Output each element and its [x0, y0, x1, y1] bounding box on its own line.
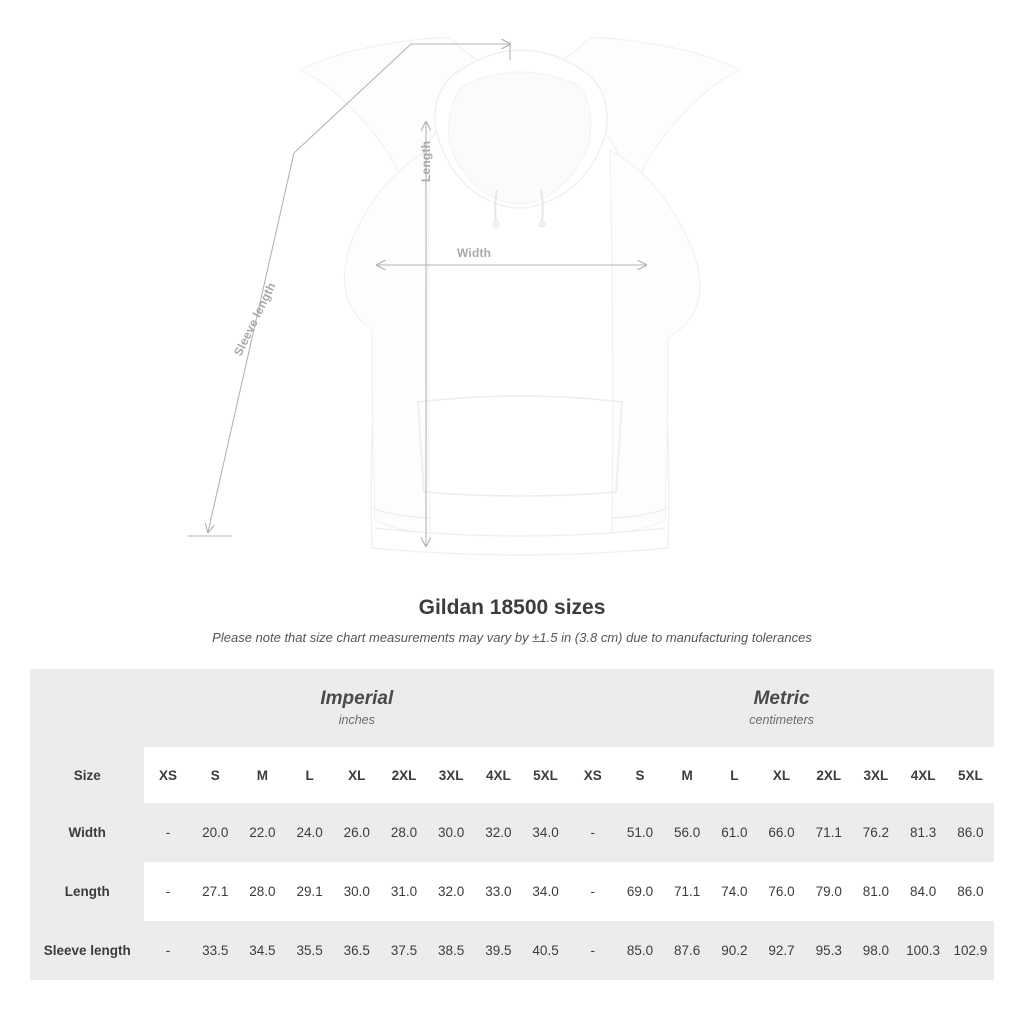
size-header-metric-s: S — [616, 747, 663, 803]
cell-width-imperial-l: 24.0 — [286, 803, 333, 862]
size-header-imperial-xl: XL — [333, 747, 380, 803]
size-header-metric-5xl: 5XL — [947, 747, 994, 803]
cell-length-metric-s: 69.0 — [616, 862, 663, 921]
size-header-metric-m: M — [664, 747, 711, 803]
size-table-container — [30, 669, 994, 980]
cell-sleeve-metric-xs: - — [569, 921, 616, 980]
table-row — [30, 921, 994, 980]
cell-width-metric-3xl: 76.2 — [852, 803, 899, 862]
cell-width-metric-xs: - — [569, 803, 616, 862]
size-header-imperial-3xl: 3XL — [428, 747, 475, 803]
cell-length-imperial-2xl: 31.0 — [380, 862, 427, 921]
cell-width-imperial-s: 20.0 — [192, 803, 239, 862]
cell-length-imperial-5xl: 34.0 — [522, 862, 569, 921]
table-row — [30, 803, 994, 862]
cell-length-metric-2xl: 79.0 — [805, 862, 852, 921]
title-block — [0, 596, 1024, 645]
table-row — [30, 862, 994, 921]
cell-length-imperial-3xl: 32.0 — [428, 862, 475, 921]
size-label-cell: Size — [30, 747, 144, 803]
cell-sleeve-imperial-xl: 36.5 — [333, 921, 380, 980]
sleeve-length-dimension-label: Sleeve length — [231, 280, 279, 359]
cell-width-imperial-4xl: 32.0 — [475, 803, 522, 862]
cell-length-imperial-s: 27.1 — [192, 862, 239, 921]
cell-sleeve-metric-xl: 92.7 — [758, 921, 805, 980]
cell-length-imperial-xl: 30.0 — [333, 862, 380, 921]
width-dimension-label: Width — [457, 246, 492, 260]
page-title: Gildan 18500 sizes — [418, 596, 606, 619]
cell-sleeve-imperial-xs: - — [144, 921, 191, 980]
metric-name: Metric — [753, 687, 810, 709]
size-header-metric-4xl: 4XL — [899, 747, 946, 803]
cell-sleeve-imperial-l: 35.5 — [286, 921, 333, 980]
unit-header-row — [30, 669, 994, 747]
cell-width-metric-l: 61.0 — [711, 803, 758, 862]
cell-length-imperial-l: 29.1 — [286, 862, 333, 921]
cell-sleeve-metric-4xl: 100.3 — [899, 921, 946, 980]
cell-width-metric-xl: 66.0 — [758, 803, 805, 862]
cell-sleeve-imperial-2xl: 37.5 — [380, 921, 427, 980]
cell-sleeve-metric-2xl: 95.3 — [805, 921, 852, 980]
cell-sleeve-imperial-s: 33.5 — [192, 921, 239, 980]
cell-length-metric-m: 71.1 — [664, 862, 711, 921]
cell-width-imperial-m: 22.0 — [239, 803, 286, 862]
cell-width-imperial-5xl: 34.0 — [522, 803, 569, 862]
size-header-imperial-5xl: 5XL — [522, 747, 569, 803]
imperial-name: Imperial — [320, 687, 394, 709]
imperial-header — [144, 669, 569, 747]
metric-sub: centimeters — [749, 712, 814, 727]
cell-length-metric-5xl: 86.0 — [947, 862, 994, 921]
cell-width-imperial-xl: 26.0 — [333, 803, 380, 862]
size-header-metric-xs: XS — [569, 747, 616, 803]
cell-length-metric-xs: - — [569, 862, 616, 921]
cell-width-metric-5xl: 86.0 — [947, 803, 994, 862]
cell-length-metric-4xl: 84.0 — [899, 862, 946, 921]
size-header-row — [30, 747, 994, 803]
size-header-imperial-l: L — [286, 747, 333, 803]
cell-sleeve-metric-3xl: 98.0 — [852, 921, 899, 980]
row-label-width: Width — [30, 803, 144, 862]
cell-length-imperial-m: 28.0 — [239, 862, 286, 921]
cell-sleeve-imperial-m: 34.5 — [239, 921, 286, 980]
cell-length-metric-l: 74.0 — [711, 862, 758, 921]
row-label-length: Length — [30, 862, 144, 921]
row-label-sleeve-length: Sleeve length — [30, 921, 144, 980]
cell-sleeve-imperial-5xl: 40.5 — [522, 921, 569, 980]
size-header-imperial-s: S — [192, 747, 239, 803]
cell-width-imperial-xs: - — [144, 803, 191, 862]
size-header-metric-3xl: 3XL — [852, 747, 899, 803]
size-header-metric-l: L — [711, 747, 758, 803]
cell-sleeve-metric-m: 87.6 — [664, 921, 711, 980]
length-dimension-label: Length — [419, 140, 433, 182]
cell-length-metric-3xl: 81.0 — [852, 862, 899, 921]
tolerance-note: Please note that size chart measurements may vary by ±1.5 in (3.8 cm) due to manufacturing tolerances — [212, 630, 812, 645]
cell-length-metric-xl: 76.0 — [758, 862, 805, 921]
cell-length-imperial-xs: - — [144, 862, 191, 921]
size-header-metric-2xl: 2XL — [805, 747, 852, 803]
table-corner-cell — [30, 669, 144, 747]
cell-sleeve-metric-l: 90.2 — [711, 921, 758, 980]
hoodie-shape — [300, 37, 740, 555]
cell-sleeve-metric-s: 85.0 — [616, 921, 663, 980]
cell-length-imperial-4xl: 33.0 — [475, 862, 522, 921]
size-header-imperial-xs: XS — [144, 747, 191, 803]
cell-width-metric-4xl: 81.3 — [899, 803, 946, 862]
cell-width-metric-m: 56.0 — [664, 803, 711, 862]
cell-width-metric-2xl: 71.1 — [805, 803, 852, 862]
size-header-metric-xl: XL — [758, 747, 805, 803]
cell-width-metric-s: 51.0 — [616, 803, 663, 862]
size-header-imperial-m: M — [239, 747, 286, 803]
cell-width-imperial-2xl: 28.0 — [380, 803, 427, 862]
cell-width-imperial-3xl: 30.0 — [428, 803, 475, 862]
cell-sleeve-imperial-3xl: 38.5 — [428, 921, 475, 980]
cell-sleeve-metric-5xl: 102.9 — [947, 921, 994, 980]
size-header-imperial-2xl: 2XL — [380, 747, 427, 803]
imperial-sub: inches — [338, 712, 375, 727]
size-table — [30, 669, 994, 980]
size-header-imperial-4xl: 4XL — [475, 747, 522, 803]
metric-header — [569, 669, 994, 747]
cell-sleeve-imperial-4xl: 39.5 — [475, 921, 522, 980]
